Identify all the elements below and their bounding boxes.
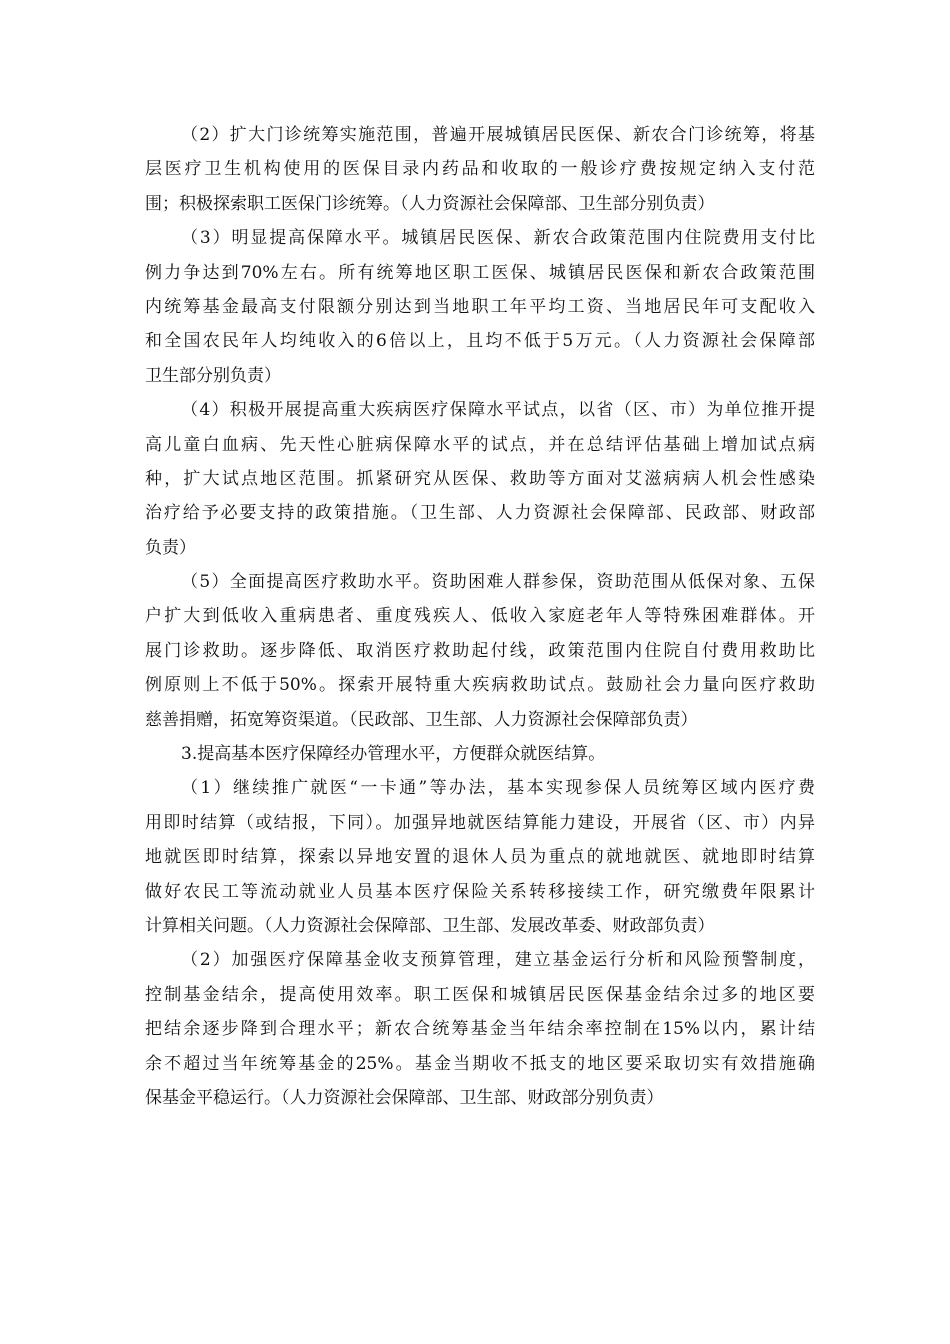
text-line: 慈善捐赠，拓宽筹资渠道。（民政部、卫生部、人力资源社会保障部负责） [145, 709, 698, 730]
text-line: 层医疗卫生机构使用的医保目录内药品和收取的一般诊疗费按规定纳入支付范 [145, 159, 815, 180]
text-line: 负责） [145, 537, 196, 558]
text-line: 例力争达到70%左右。所有统筹地区职工医保、城镇居民医保和新农合政策范围 [145, 262, 815, 283]
text-line: （4）积极开展提高重大疾病医疗保障水平试点，以省（区、市）为单位推开提 [181, 400, 815, 421]
text-line: （3）明显提高保障水平。城镇居民医保、新农合政策范围内住院费用支付比 [181, 228, 815, 249]
text-line: 做好农民工等流动就业人员基本医疗保险关系转移接续工作，研究缴费年限累计 [145, 881, 815, 902]
text-line: 把结余逐步降到合理水平；新农合统筹基金当年结余率控制在15%以内，累计结 [145, 1019, 815, 1040]
text-line: 户扩大到低收入重病患者、重度残疾人、低收入家庭老年人等特殊困难群体。开 [145, 606, 815, 627]
text-line: 保基金平稳运行。（人力资源社会保障部、卫生部、财政部分别负责） [145, 1087, 664, 1108]
text-line: 余不超过当年统筹基金的25%。基金当期收不抵支的地区要采取切实有效措施确 [145, 1053, 815, 1074]
text-line: （2）加强医疗保障基金收支预算管理，建立基金运行分析和风险预警制度， [181, 950, 815, 971]
text-line: 控制基金结余，提高使用效率。职工医保和城镇居民医保基金结余过多的地区要 [145, 984, 815, 1005]
text-line: 例原则上不低于50%。探索开展特重大疾病救助试点。鼓励社会力量向医疗救助 [145, 675, 815, 696]
text-line: （1）继续推广就医“一卡通”等办法，基本实现参保人员统筹区域内医疗费 [181, 778, 815, 799]
text-line: 用即时结算（或结报，下同）。加强异地就医结算能力建设，开展省（区、市）内异 [145, 812, 815, 833]
text-line: 3.提高基本医疗保障经办管理水平，方便群众就医结算。 [181, 744, 606, 765]
text-line: 种，扩大试点地区范围。抓紧研究从医保、救助等方面对艾滋病病人机会性感染 [145, 468, 815, 489]
text-line: （2）扩大门诊统筹实施范围，普遍开展城镇居民医保、新农合门诊统筹，将基 [181, 125, 815, 145]
text-line: 内统筹基金最高支付限额分别达到当地职工年平均工资、当地居民年可支配收入 [145, 296, 815, 317]
text-line: 地就医即时结算，探索以异地安置的退休人员为重点的就地就医、就地即时结算 [145, 847, 815, 868]
text-line: 计算相关问题。（人力资源社会保障部、卫生部、发展改革委、财政部负责） [145, 915, 715, 936]
text-line: 卫生部分别负责） [145, 365, 281, 386]
text-line: 治疗给予必要支持的政策措施。（卫生部、人力资源社会保障部、民政部、财政部 [145, 503, 815, 524]
text-line: （5）全面提高医疗救助水平。资助困难人群参保，资助范围从低保对象、五保 [181, 572, 815, 593]
text-line: 高儿童白血病、先天性心脏病保障水平的试点，并在总结评估基础上增加试点病 [145, 434, 815, 455]
document-body [145, 118, 815, 1115]
text-line: 围；积极探索职工医保门诊统筹。（人力资源社会保障部、卫生部分别负责） [145, 193, 715, 214]
text-line: 展门诊救助。逐步降低、取消医疗救助起付线，政策范围内住院自付费用救助比 [145, 640, 815, 661]
text-line: 和全国农民年人均纯收入的6倍以上，且均不低于5万元。（人力资源社会保障部 [145, 331, 815, 352]
